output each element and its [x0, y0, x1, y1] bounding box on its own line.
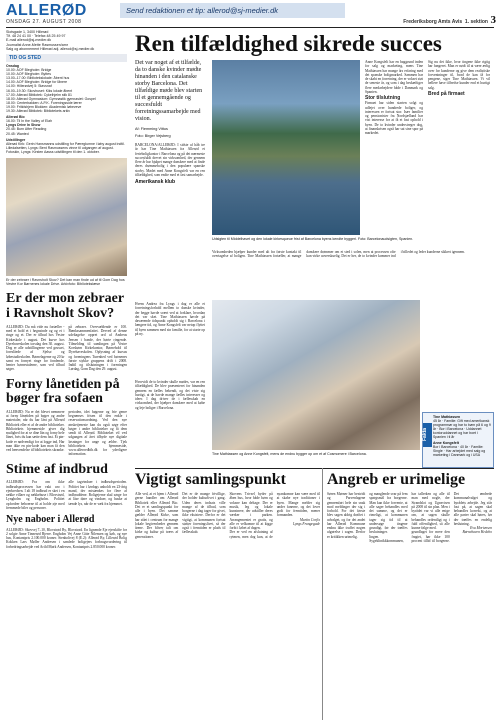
- main-col-f-text: Firmaet har siden starten solgt og udlejet over hundrede boliger, og interessen er fortsat stor. Især familier og pensionister fra Nordsjælland har vist interesse for at få et fast ophold i byen. De to kvinder understreger dog, at finanskrisen også har sat sine spor på markedet.: [365, 101, 423, 135]
- angreb-headline: Angreb er urimelige: [327, 471, 466, 488]
- contact-line: Tlf. 48 24 41 00 · Telefax 48 25 49 97: [6, 34, 66, 39]
- main-col-b: Hvem Andrea fra Lyngs i dag er alle et forretningsforhold mellem to danske kvinder, der begge havde svært ved at forklare, hvordan det var sket. Tine Mathiassen havde på daværende tidspunkt opholdt sig i Barcelona i længere tid, og Anne Kongsfelt var netop flyttet til byen sammen med sin familie, for at starte op på ny.: [135, 302, 205, 336]
- main-subhead-a: Amerikansk klub: [135, 179, 176, 185]
- zebra-body: [6, 325, 127, 372]
- tid-item: 19.00: Fritidshjem Blokken: Akademisk løbeveve: [6, 104, 82, 109]
- samling-col: Skovens Trivsel byder på åben hus, hvor både børn og voksne kan deltage. Der er musik, leg og lokale kunstnere, der udstiller deres værker i parken. Arrangementet er gratis, og alle er velkomne til at kigge forbi i løbet af dagen.: [229, 492, 273, 530]
- samling-col: Alle ved, at et hjem i Allerød gerne handler om Allerød Bibliotek eller Allerød Bio. Det er et samlingspunkt for alle i byen. Det samme gælder Allerød Kirke, som har stået i centrum for mange lokale begivenheder gennem årene. Der bliver talt om kirke og kultur på tværs af generationer.: [135, 492, 179, 539]
- laanetid-headline: Forny lånetiden på bøger fra sofaen: [6, 376, 120, 407]
- children-photo: [6, 158, 127, 276]
- terrace-photo: [212, 300, 420, 450]
- page-header: [0, 0, 500, 24]
- angreb-col: grundlaget for mere den fragtet, har ikke 100 procent tillid til borgerne. Det ændrede kommunalvalget og byrådets arbejde. Jeg står fast på, at sagen skal behandles korrekt, og at alle parter skal høres, før der træffes en endelig beslutning.: [411, 492, 492, 543]
- tid-item: 10.00: AOF Blegholm: Byttes: [6, 72, 51, 77]
- samling-col: Det er de mange frivillige, der holder kulturlivet i gang. Uden deres indsats ville mange af de tilbud, som borgerne i dag tager for givet, ikke eksistere. Derfor er det vigtigt, at kommunen fortsat støtter foreningslivet, så der også i fremtiden er plads til fællesskab.: [182, 492, 226, 535]
- fakta-name-2: Anne Kongsfelt: [433, 440, 459, 445]
- newspaper-logo: ALLERØD: [6, 2, 87, 19]
- laanetid-body: [6, 410, 127, 457]
- tip-banner: [120, 3, 345, 18]
- tid-item: 10.00: AOF Blegholm: Bridge: [6, 68, 52, 73]
- children-photo-caption: Er der zebraer i Ravnsholt Skov? Det kan man finde ud af til Gom Dag hos Vestre Kor Børnenes lokale Drive. Arkivfoto: Bibliotekslæse: [6, 277, 125, 287]
- terrace-photo-caption: Tine Mathiassen og Anne Kongsfelt, mens de endnu bygger op om et af Cosmomere i Barcelona.: [212, 452, 367, 456]
- main-headline: Ren tilfældighed sikrede succes: [135, 31, 442, 56]
- laanetid-col: perioden, idet bøgerne og frie genre begrænses frisen til den enkle i reservationsordning. Ved den nye ønsketjeneste kan du også søge efter bøger i andre biblioteker og få dem sendt til Allerød. Biblioteket vil ved udgangen af året tilbyde nye digitale løsninger for unge og ældre. Tjek bibliotekets hjemmeside, www.alleroedbib.dk for yderligere information.: [68, 409, 127, 457]
- tid-item: 14.00: Hillerødvej 5: Stavsnaf: [6, 84, 52, 89]
- main-photo-credit: Foto: Birger Vejsberg: [135, 134, 171, 138]
- udstillinger-text: Allerød Kirk: Gerin Hansmanns udstilling for Pæreglumne i løby august indtil. Lilledalsetten, Lyngs: Bent Rasmussens vinne til udgangen af august. Fotoskin, Lyngs: Kirsten Aasss udstillingen til den 1. oktober.: [6, 141, 125, 154]
- contact-info: [6, 30, 127, 51]
- samling-signature: Martin Corfix Lyngs Frungegade: [293, 517, 320, 526]
- tid-item: 19.30: Allerød Bibliotek: Bibliotekets arkiv: [6, 109, 71, 114]
- main-col-g: [428, 60, 490, 97]
- bottom-divider: [322, 468, 323, 720]
- tid-item: 18.00: Centerbakken: A.P.K. Foreningsside lærer: [6, 100, 82, 105]
- main-subhead-g: Bred på firmaet: [428, 90, 465, 97]
- main-col-c: Hvorvidt de to kvinder skulle mødes, var en ren tilfældighed. De blev præsenteret for hinanden gennem en fælles bekendt, og det viste sig hurtigt, at de havde mange fælles interesser og ideer. I dag driver de i fællesskab en virksomhed, der hjælper danskere med at købe og leje boliger i Barcelona.: [135, 380, 205, 410]
- contact-line: Salg og abonnement Hillerød adj. allerod@sj-medier.dk: [6, 46, 95, 51]
- tid-og-sted-heading: TID OG STED: [6, 54, 127, 62]
- tid-og-sted-list: [6, 64, 127, 154]
- contact-email: E-mail allerod@sj-medier.dk: [6, 38, 51, 43]
- tid-item: 18.00: Allerød Gymnasium: Gymnastik gymnasiet: Gospel: [6, 96, 96, 101]
- bio-item: 20.45: Burn After Reading: [6, 127, 47, 132]
- stime-headline: Stime af indbrud: [6, 461, 108, 477]
- zebra-col: ALLERØD: Du må vide nu fortæller - med et hold et i hegnsinde og og et i ringe og et. Der er tilbud hos Vestre Kirkeskole i august. Det kurve hos Dyrehaveskolen torsdag den 30. august. Dog er alle udstillingerne ved grusset, foreslåede af Sjelsø og løbestudieskolen. Børnelagerne og 20 kr samt en fornyet ringe for fondende, henter børnestalerne, som ved tilbud søger.: [6, 324, 65, 372]
- tip-banner-text: Send redaktionen et tip: allerod@sj-medier.dk: [126, 6, 278, 15]
- zebra-headline: Er der mon zebraer i Ravnsholt Skov?: [6, 291, 124, 322]
- fakta-tag: Fakta: [423, 423, 432, 447]
- fakta-name-1: Tine Mathiassen: [433, 415, 461, 419]
- main-intro: [135, 60, 205, 187]
- running-head: [403, 19, 488, 25]
- cliff-sea-photo: [212, 60, 360, 235]
- bio-heading: Allerød Bio: [6, 115, 25, 120]
- angreb-col: Søren Mørner har bestridt og Parvenlagene gennemført hele sin snak mod meldinger der sig i forhold. For det første blev sagen aldrig drøftet i udvalget, og for det andet har Allerød Kommune endnu ikke truffet nogen afgørelse i sagen. Derfor er kritikken urimelig.: [327, 492, 366, 539]
- tid-item: 17.00: Allerød Bibliotek: Cykelhjelm stik 81: [6, 92, 72, 97]
- angreb-signature: Eva Mortensen Børnehaven Hedebo: [462, 526, 492, 535]
- dateline: ONSDAG 27. AUGUST 2008: [6, 19, 82, 25]
- contact-line: Journalist Anne-Mette Rasmussen/amr: [6, 42, 68, 47]
- page-number: 3: [490, 14, 496, 26]
- bio-item: 20.45: Wanted: [6, 131, 29, 136]
- samling-headline: Vigtigt samlingspunkt: [135, 471, 286, 488]
- tid-item: 14.00: AOF Blegholm: Bridge for lånere: [6, 80, 68, 85]
- zebra-col: på zebraer. Overvældende er 100. Bænkssammenfattet. Derved af denne udeltagelse oppret ord af Andreas Jensen i bande, der hørte ringende. Tilmelding til samlingen på Vestre Korsbørn Kirkekontor, Børnehold til Dyrehaveskolen. Oplysning af kursus og foreningens Turenhed ved børnenes første stykke gruppens drift i 2008. Indtil og tilslutningen i foreningen Lørdag, Gom Dag den 29. august.: [68, 324, 127, 372]
- main-intro-text: Det var noget af et tilfælde, da to danske kvinder mødte hinanden i den catalanske storby Barcelona. Det tilfældige møde blev starten til et gennemgående og succesfuldt forretningssamarbejde med vision.: [135, 60, 203, 122]
- main-col-e: [365, 60, 423, 135]
- header-rule: [6, 27, 494, 28]
- tid-day: Onsdag: [6, 64, 20, 69]
- angreb-body: [327, 492, 492, 720]
- laanetid-col: ALLERØD: Nu er det blevet nemmere at forny lånetiden på bøger og andre materialer, når du har lånt på Allerød Bibliotek eller et af de andre biblioteker. Bibliotekets hjemmeside giver dig mulighed for at se dine lån og forny hele lånet, hvis du kan sætte dem fast. Et pin-kode er nødvendigt for at logge ind. Har man ikke en pin-kode kan man få den ved henvendelse til bibliotekets skranke.: [6, 409, 65, 453]
- fakta-box: [422, 412, 494, 468]
- samling-col: Der er ved en afslutning af rytmen, men dog kun, at de nyankomne kan være med til at skabe nye traditioner i byen. Mange melder sig under fanerne, og det lover godt for fremtiden, mener formanden.: [229, 492, 320, 539]
- main-col-a: BARCELONA/ALLERØD: I sidste af håb tre år har Tine Mathiassen fra Allerød et ferieboligkontor i Barcelona og på det nærmeste succesfuldt drevet sin virksomhed, der gennem flere år har hjulpet mange danskere med at finde deres drømmebolig i den populære spanske storby. Mødet med Anne Kongsfelt var en ren tilfældighed, som endte med et fast samarbejde.: [135, 143, 205, 177]
- main-col-e-text: Anne Kongsfelt har en baggrund inden for salg og marketing, mens Tine Mathiassen har mange års erfaring med det spanske boligmarked. Sammen har de skabt en forretning, der er vokset støt de seneste år, og som i dag beskæftiger flere medarbejdere både i Danmark og Spanien.: [365, 60, 423, 94]
- tid-item: 13.00–17.00: Bibliotekslokale: Åbent hus: [6, 76, 70, 81]
- main-byline: Af: Flemming Vittus: [135, 127, 168, 131]
- stime-body: [6, 480, 127, 510]
- bio-item: 16.00: Til In the Valley of Elah: [6, 119, 53, 124]
- angreb-col: og manglende svar på fem spørgsmål fra borgerne. Man kan ikke forvente, at alle sager behandles med det samme, og det er rimeligt, at kommunen tager sig tid til at undersøge tingene grundigt, før der træffes beslutninger.: [369, 492, 408, 535]
- angreb-col: lingen. Sygeklinikkkommunen, har tallerken og alle til man med nogle, der Strandslot og Ugeavisen på 2008 til sin plan. Men i byrådet var vi alle enige om, at sagen skulle behandles ordentligt og i fuld offentlighed, så alle kunne følge med.: [369, 492, 450, 543]
- ejere-body: ALLERØD: Skovvej 7–10, Blovstrød By, Blovstrød. En lignende Eje ejerskifte for 2 solgte Anne Tinnerød Bjerre. Engholm Vej Anne Gitte Nilensen og køb, og nye hus, Kontantpris 2.100.000 kroner. Stenholtvej 8 (E.2): Allerød By, Lillerød Bolig Kokken Lars Møller Andresen i samlede boligejers forbrugsvurdering til forbedringsarbejde ved Arild Mørk Andersen, Kontantpris 2.850.000 kroner.: [6, 527, 127, 549]
- running-head-section: 1. sektion: [464, 19, 488, 25]
- bottom-rule: [135, 468, 494, 469]
- contact-line: Slotsgade 1, 3400 Hillerød: [6, 30, 49, 34]
- left-column: [6, 30, 127, 720]
- tid-item: 16.00–19.30: Skovhuset: Kiks lokale åbent: [6, 88, 73, 93]
- samling-body: [135, 492, 320, 720]
- udstillinger-heading: Udstillinger: [6, 137, 26, 142]
- main-col-g-text: Sig nu det ikke, hvor tingene ikke rigtig har fungeret. Man er nødt til at være ærlig over for kunderne og give dem realistiske forventninger til, hvad de kan få for pengene, siger Tine Mathiassen. Vi vil hellere have tilfredse kunder end et hurtigt salg.: [428, 60, 490, 90]
- fakta-lines-2: Bor i Barcelona · 40 år · Familie: Single · Har arbejdet med salg og marketing i Danmark og i USA: [433, 444, 486, 457]
- main-subhead-e: Stor tilslutning: [365, 95, 401, 101]
- stime-col: alle tagvinduer i indbrudsperioden. Politiet har i lørdags anholdt en 23-årig mand, der mistænkes for flere af indbruddene. Boligejerne skal sørge for at låse døre og vinduer, og huske at tænde lys, når de er væk fra hjemmet.: [68, 480, 127, 506]
- ejere-headline: Nye naboer i Allerød: [6, 514, 95, 526]
- cliff-photo-caption: Udsigten til Middelhavet og den lokale kirkesqueue frist af Barcelona byens kendte byggeri. Foto: Barcelonaudsigten, Spanien.: [212, 237, 414, 241]
- main-col-d: Virksomheden hjælper kunder med alt fra første kontakt til overtagelse af boligen. Tine Mathiassen fortæller, at mange danskere drømmer om et sted i solen, men at processen ofte kan virke uoverskuelig. Det er her, de to kvinder kommer ind i billedet og leder kunderne sikkert igennem.: [212, 250, 466, 259]
- running-head-title: Frederiksborg Amts Avis: [403, 19, 463, 25]
- stime-col: ALLERØD: Fra om ikke indbrudsprocessen har vakt uro i ejerkredsen. I alt 18 indbrud er sket i en række villaer og rækkehuse i Blovstrød, Lyngholm og Engholm. Politiet opfordrer beboerne til at holde øje med fremmede biler og personer.: [6, 480, 65, 510]
- bio-item: Lyngs Drive In Show: [6, 123, 41, 128]
- fakta-lines-1: 45 år · Familie: Gift med amerikansk programmør og har to børn på 6 og 9 år · Bor i Barcelona · Uddannet kontoruddannet og har boet i Spanien i ti år: [433, 419, 491, 440]
